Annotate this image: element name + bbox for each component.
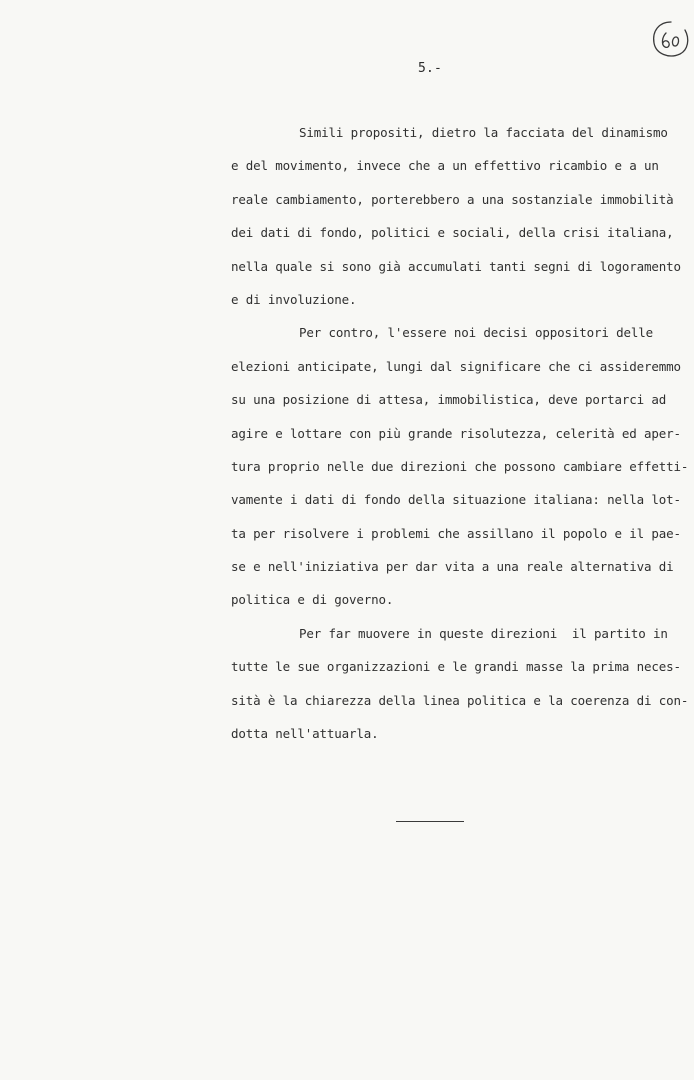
text-line: tura proprio nelle due direzioni che possono cambiare effetti- <box>231 458 689 474</box>
text-line: reale cambiamento, porterebbero a una sostanziale immobilità <box>231 191 674 207</box>
text-line: politica e di governo. <box>231 592 394 608</box>
text-line: Simili propositi, dietro la facciata del dinamismo <box>299 125 668 140</box>
text-line: sità è la chiarezza della linea politica e la coerenza di con- <box>231 692 689 708</box>
text-line: nella quale si sono già accumulati tanti segni di logoramento <box>231 258 681 274</box>
closing-rule <box>396 821 464 822</box>
text-line: elezioni anticipate, lungi dal significare che ci assideremmo <box>231 358 681 374</box>
text-line: dotta nell'attuarla. <box>231 726 379 742</box>
text-line: se e nell'iniziativa per dar vita a una reale alternativa di <box>231 559 674 575</box>
text-line: vamente i dati di fondo della situazione italiana: nella lot- <box>231 492 681 508</box>
text-line: ta per risolvere i problemi che assillano il popolo e il pae- <box>231 525 681 541</box>
text-line: dei dati di fondo, politici e sociali, della crisi italiana, <box>231 225 674 241</box>
text-line: tutte le sue organizzazioni e le grandi masse la prima neces- <box>231 659 681 675</box>
text-line: agire e lottare con più grande risolutezza, celerità ed aper- <box>231 425 681 441</box>
text-line: e di involuzione. <box>231 291 357 307</box>
handwritten-folio-number <box>649 19 691 61</box>
text-line: e del movimento, invece che a un effettivo ricambio e a un <box>231 158 659 174</box>
text-line: Per far muovere in queste direzioni il partito in <box>299 625 668 641</box>
page-number: 5.- <box>418 61 443 76</box>
body-text <box>231 116 689 750</box>
text-line: Per contro, l'essere noi decisi oppositori delle <box>299 325 654 341</box>
text-line: su una posizione di attesa, immobilistica, deve portarci ad <box>231 392 667 408</box>
